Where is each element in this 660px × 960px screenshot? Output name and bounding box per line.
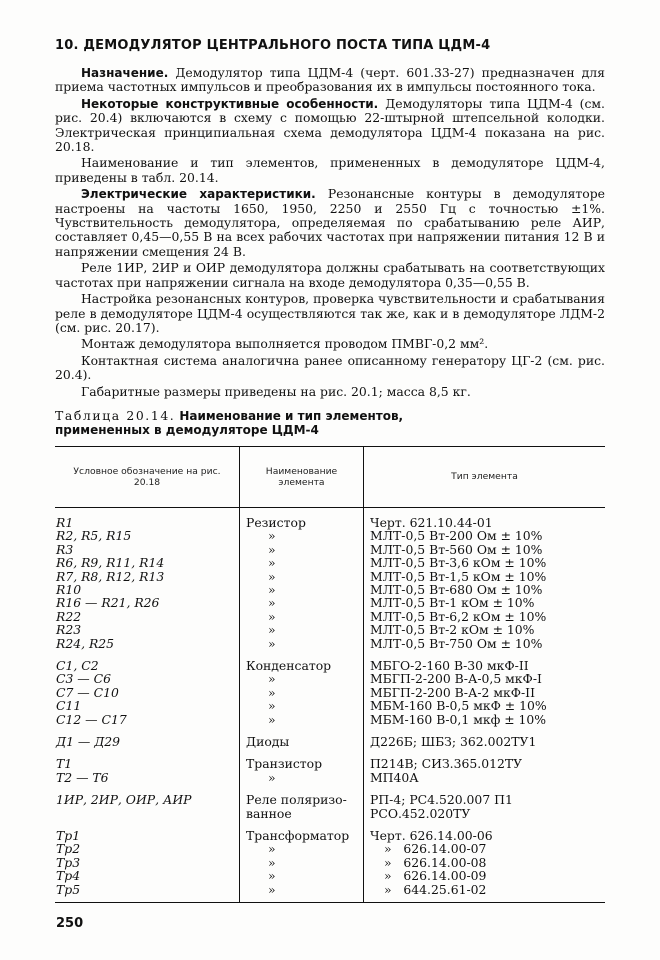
cell-type: » 644.25.61-02: [364, 883, 606, 903]
cell-designation: R6, R9, R11, R14: [56, 555, 165, 571]
cell-type: МЛТ-0,5 Вт-2 кОм ± 10%: [364, 623, 606, 636]
cell-designation: C3 — C6: [56, 671, 111, 687]
cell-name: Резистор: [240, 507, 364, 529]
paragraph-lead: Назначение.: [81, 66, 169, 80]
paragraph: [55, 292, 605, 335]
table-row: [55, 771, 605, 784]
paragraph-text: Наименование и тип элементов, примененных в демодуляторе ЦДМ-4, приведены в табл. 20.14.: [55, 155, 605, 185]
paragraph-text: Габаритные размеры приведены на рис. 20.1; масса 8,5 кг.: [81, 383, 471, 399]
cell-type: Д226Б; ШБЗ; 362.002ТУ1: [364, 726, 606, 748]
cell-name: »: [240, 699, 364, 712]
cell-designation: Tp1: [56, 828, 81, 844]
cell-type: » 626.14.00-07: [364, 842, 606, 855]
cell-type: МБГП-2-200 В-А-0,5 мкФ-I: [364, 672, 606, 685]
cell-type: МЛТ-0,5 Вт-3,6 кОм ± 10%: [364, 556, 606, 569]
cell-name: Конденсатор: [240, 650, 364, 672]
table-row: [55, 856, 605, 869]
table-caption-label: Таблица 20.14.: [55, 407, 176, 423]
header-name: Наименование элемента: [240, 446, 364, 507]
cell-designation: C1, C2: [56, 658, 99, 673]
paragraph-lead: Некоторые конструктивные особенности.: [81, 96, 379, 111]
table-row: [55, 820, 605, 842]
cell-type: МП40А: [364, 771, 606, 784]
cell-designation: 1ИР, 2ИР, ОИР, АИР: [56, 792, 192, 808]
cell-type: МБМ-160 В-0,1 мкф ± 10%: [364, 713, 606, 726]
table-caption-title-line2: примененных в демодуляторе ЦДМ-4: [55, 423, 319, 438]
paragraph-text: Монтаж демодулятора выполняется проводом ПМВГ-0,2 мм².: [81, 336, 489, 352]
table-row: [55, 883, 605, 903]
paragraph: [55, 97, 605, 155]
cell-designation: R16 — R21, R26: [56, 595, 160, 611]
section-heading: 10. ДЕМОДУЛЯТОР ЦЕНТРАЛЬНОГО ПОСТА ТИПА ЦДМ-4: [55, 38, 491, 53]
cell-type: РП-4; РС4.520.007 П1 РСО.452.020ТУ: [364, 784, 606, 820]
table-row: [55, 623, 605, 636]
table-body: [55, 507, 605, 902]
paragraph: [55, 261, 605, 290]
paragraph-text: Демодуляторы типа ЦДМ-4 (см. рис. 20.4) включаются в схему с помощью 22-штырной штепсельной колодки. Электрическая принципиальная схема демодулятора ЦДМ-4 показана на рис. 20.18.: [55, 95, 605, 155]
cell-name: Диоды: [240, 726, 364, 748]
table-row: [55, 556, 605, 569]
table-row: [55, 726, 605, 748]
paragraph-lead: Электрические характеристики.: [81, 187, 316, 202]
cell-name: »: [240, 583, 364, 596]
cell-designation: T2 — T6: [56, 769, 109, 785]
table-row: [55, 596, 605, 609]
cell-name: »: [240, 771, 364, 784]
cell-name: »: [240, 570, 364, 583]
cell-type: » 626.14.00-08: [364, 856, 606, 869]
elements-table: [55, 446, 605, 903]
table-row: [55, 583, 605, 596]
cell-designation: R2, R5, R15: [56, 528, 132, 544]
cell-name: »: [240, 623, 364, 636]
cell-type: МЛТ-0,5 Вт-750 Ом ± 10%: [364, 637, 606, 650]
cell-designation: C12 — C17: [56, 711, 127, 727]
cell-type: Черт. 621.10.44-01: [364, 507, 606, 529]
cell-designation: R10: [56, 581, 82, 597]
cell-designation: R7, R8, R12, R13: [56, 568, 165, 584]
cell-name: »: [240, 529, 364, 542]
cell-designation: Tp2: [56, 841, 81, 857]
paragraph: [55, 156, 605, 185]
paragraph-text: Реле 1ИР, 2ИР и ОИР демодулятора должны срабатывать на соответствующих частотах при напряжении сигнала на входе демодулятора 0,35—0,55 В.: [55, 260, 605, 290]
cell-name: »: [240, 596, 364, 609]
paragraph: [55, 354, 605, 383]
cell-name: »: [240, 610, 364, 623]
table-row: [55, 748, 605, 770]
cell-type: МЛТ-0,5 Вт-200 Ом ± 10%: [364, 529, 606, 542]
cell-name: »: [240, 713, 364, 726]
cell-name: »: [240, 543, 364, 556]
page-content: [55, 38, 605, 903]
table-row: [55, 713, 605, 726]
cell-name: »: [240, 556, 364, 569]
cell-designation: Tp3: [56, 854, 81, 870]
cell-type: МБГП-2-200 В-А-2 мкФ-II: [364, 686, 606, 699]
table-row: [55, 610, 605, 623]
cell-name: »: [240, 637, 364, 650]
cell-designation: Tp4: [56, 868, 81, 884]
cell-name: Трансформатор: [240, 820, 364, 842]
paragraph: [55, 66, 605, 95]
paragraph-text: Резонансные контуры в демодуляторе настроены на частоты 1650, 1950, 2250 и 2550 Гц с точностью ±1%. Чувствительность демодулятора, определяемая по срабатыванию реле АИР, составляет 0,45—0,55 В на всех рабочих частотах при напряжении питания 12 В и напряжении смещения 24 В.: [55, 186, 606, 259]
cell-type: » 626.14.00-09: [364, 869, 606, 882]
table-row: [55, 543, 605, 556]
cell-designation: T1: [56, 756, 73, 772]
cell-designation: Tp5: [56, 881, 81, 897]
table-row: [55, 637, 605, 650]
paragraph-text: Контактная система аналогична ранее описанному генератору ЦГ-2 (см. рис. 20.4).: [55, 352, 605, 383]
cell-designation: C7 — C10: [56, 684, 119, 700]
cell-type: П214В; СИЗ.365.012ТУ: [364, 748, 606, 770]
paragraph-text: Настройка резонансных контуров, проверка чувствительности и срабатывания реле в демодуляторе ЦДМ-4 осуществляются так же, как и в демодуляторе ЛДМ-2 (см. рис. 20.17).: [55, 291, 605, 335]
table-row: [55, 842, 605, 855]
table-row: [55, 507, 605, 529]
table-row: [55, 529, 605, 542]
cell-type: МЛТ-0,5 Вт-1 кОм ± 10%: [364, 596, 606, 609]
cell-name: »: [240, 869, 364, 882]
cell-name: »: [240, 883, 364, 903]
cell-designation: R1: [56, 514, 74, 530]
paragraph: [55, 385, 605, 399]
table-row: [55, 672, 605, 685]
paragraph: [55, 337, 605, 351]
page-number: 250: [56, 916, 84, 931]
cell-designation: Д1 — Д29: [56, 734, 121, 750]
cell-name: »: [240, 856, 364, 869]
cell-name: Транзистор: [240, 748, 364, 770]
table-row: [55, 570, 605, 583]
cell-designation: C11: [56, 698, 82, 714]
table-row: [55, 650, 605, 672]
header-designation: Условное обозначение на рис. 20.18: [55, 446, 240, 507]
section-body: [55, 66, 605, 399]
table-caption: [55, 409, 605, 438]
cell-designation: R24, R25: [56, 635, 115, 651]
cell-type: МЛТ-0,5 Вт-1,5 кОм ± 10%: [364, 570, 606, 583]
cell-type: МЛТ-0,5 Вт-680 Ом ± 10%: [364, 583, 606, 596]
header-type: Тип элемента: [364, 446, 606, 507]
cell-name: Реле поляризо- ванное: [240, 784, 364, 820]
cell-type: МБМ-160 В-0,5 мкФ ± 10%: [364, 699, 606, 712]
cell-name: »: [240, 842, 364, 855]
cell-type: МЛТ-0,5 Вт-560 Ом ± 10%: [364, 543, 606, 556]
paragraph: [55, 187, 605, 259]
cell-type: МЛТ-0,5 Вт-6,2 кОм ± 10%: [364, 610, 606, 623]
cell-type: Черт. 626.14.00-06: [364, 820, 606, 842]
cell-designation: R22: [56, 608, 82, 624]
cell-designation: R3: [56, 541, 74, 557]
cell-name: »: [240, 686, 364, 699]
table-row: [55, 869, 605, 882]
table-row: [55, 784, 605, 820]
cell-name: »: [240, 672, 364, 685]
paragraph-text: Демодулятор типа ЦДМ-4 (черт. 601.33-27) предназначен для приема частотных импульсов и преобразования их в импульсы постоянного тока.: [55, 65, 605, 95]
table-header-row: [55, 446, 605, 507]
cell-designation: R23: [56, 622, 82, 638]
table-row: [55, 686, 605, 699]
table-caption-title-line1: Наименование и тип элементов,: [179, 408, 404, 423]
cell-type: МБГО-2-160 В-30 мкФ-II: [364, 650, 606, 672]
table-row: [55, 699, 605, 712]
